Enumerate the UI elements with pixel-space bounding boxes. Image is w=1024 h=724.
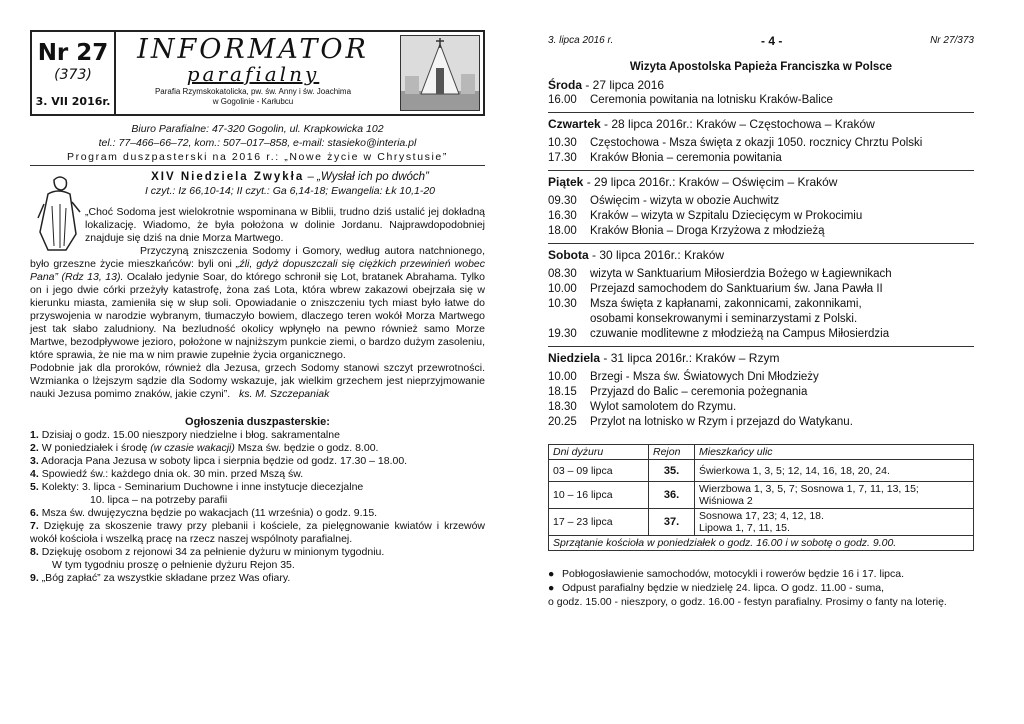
bottom-notices — [548, 567, 974, 609]
visit-title: Wizyta Apostolska Papieża Franciszka w Polsce — [629, 61, 893, 73]
duty-table — [548, 444, 974, 551]
sunday-name: XIV Niedziela Zwykła — [151, 171, 305, 183]
homily-p2 — [30, 245, 485, 362]
parish-name: Parafia Rzymskokatolicka, pw. św. Anny i św. Joachima — [154, 87, 352, 96]
announcement-item: 1. Dzisiaj o godz. 15.00 nieszpory niedzielne i błog. sakramentalne — [30, 429, 340, 441]
announcement-item: 3. Adoracja Pana Jezusa w soboty lipca i sierpnia będzie od godz. 17.30 – 18.00. — [30, 455, 408, 467]
announcement-item: 9. „Bóg zapłać” za wszystkie składane przez Was ofiary. — [30, 572, 291, 584]
table-note-row — [549, 536, 974, 551]
parish-location: w Gogolinie - Karłubcu — [212, 97, 294, 106]
church-image — [400, 35, 480, 111]
announcement-item: 5. Kolekty: 3. lipca - Seminarium Duchowne i inne instytucje diecezjalne — [30, 481, 364, 493]
table-row: 03 – 09 lipca 35. Świerkowa 1, 3, 5; 12, 14, 16, 18, 20, 24. — [549, 460, 974, 482]
pastoral-program: Program duszpasterski na 2016 r.: „Nowe życie w Chrystusie” — [30, 150, 485, 166]
header-issue: Nr 27/373 — [930, 35, 974, 46]
bullet-icon: ● — [548, 568, 555, 580]
schedule-row: 18.15 Przyjazd do Balic – ceremonia pożegnania — [548, 386, 808, 398]
office-address: Biuro Parafialne: 47-320 Gogolin, ul. Krapkowicka 102 — [131, 123, 384, 135]
schedule-row: 08.30 wizyta w Sanktuarium Miłosierdzia Bożego w Łagiewnikach — [548, 268, 892, 280]
title-informator: INFORMATOR — [137, 34, 369, 65]
day-saturday: Sobota - 30 lipca 2016r.: Kraków 08.30 wizyta w Sanktuarium Miłosierdzia Bożego w Łagiewnikach 10.00 Przejazd samochodem do Sanktuarium św. Jana Pawła II 10.30 Msza święta z kapłanami, zakonnicami, zakonnikami, osobami konsekrowanymi i seminarzystami z Polski. 19.30 czuwanie modlitewne z młodzieżą na Campus Miłosierdzia — [548, 244, 974, 347]
announcements-list — [30, 429, 485, 585]
schedule-row: 16.30 Kraków – wizyta w Szpitalu Dziecięcym w Prokocimiu — [548, 210, 863, 222]
announcement-item: 4. Spowiedź św.: każdego dnia ok. 30 min. przed Mszą św. — [30, 468, 304, 480]
schedule-row: 10.30 Częstochowa - Msza święta z okazji 1050. rocznicy Chrztu Polski — [548, 137, 923, 149]
right-page — [548, 34, 974, 609]
notice-item: ● Odpust parafialny będzie w niedzielę 24. lipca. O godz. 11.00 - suma, — [548, 582, 884, 594]
schedule-row: 17.30 Kraków Błonia – ceremonia powitania — [548, 152, 782, 164]
sunday-title — [95, 170, 485, 185]
homily-p3-text: Podobnie jak dla proroków, również dla Jezusa, grzech Sodomy stanowi szczyt przewrotności. Wzmianka o lżejszym sądzie dla Sodomy wskazuje, jak wielkim grzechem jest nieprzyjmowanie nauki Jezusa pomimo znaków, jakie czyni”. — [30, 362, 485, 400]
page-header — [548, 34, 974, 48]
left-page — [30, 30, 485, 585]
schedule-row: 16.00 Ceremonia powitania na lotnisku Kraków-Balice — [548, 94, 833, 106]
announcement-item: 2. W poniedziałek i środę (w czasie wakacji) Msza św. będzie o godz. 8.00. — [30, 442, 379, 454]
saint-illustration — [34, 174, 82, 252]
schedule-row: 19.30 czuwanie modlitewne z młodzieżą na Campus Miłosierdzia — [548, 328, 890, 340]
announcements-title: Ogłoszenia duszpasterskie: — [185, 416, 330, 428]
issue-number: Nr 27 — [37, 40, 109, 66]
masthead — [30, 30, 485, 116]
day-wednesday: Środa - 27 lipca 2016 16.00 Ceremonia powitania na lotnisku Kraków-Balice — [548, 74, 974, 113]
sunday-readings: I czyt.: Iz 66,10-14; II czyt.: Ga 6,14-18; Ewangelia: Łk 10,1-20 — [144, 185, 436, 197]
issue-date: 3. VII 2016r. — [35, 95, 111, 108]
homily-p2-start: Przyczyną zniszczenia Sodomy i Gomory, według autora natchnionego, było grzeszne życie mieszkańców: byli oni — [30, 245, 485, 270]
homily-p2-end: Ocalało jedynie Soar, do którego schronił się Lot, bratanek Abrahama. Tylko on i jego dwie córki przeżyły katastrofę, żona zaś Lota, która wbrew zakazowi obejrzała się w kierunku miasta, zamieniła się w słup soli. Opowiadanie o zniszczeniu tych miast było łatwe do przyswojenia w narodzie wybranym, tłumaczyło bowiem, dlaczego teren wokół Morza Martwego jest tak słabo zaludniony. Na bezludność okolicy wpłynęło na pewno również samo Morze Martwe, bezodpływowe jezioro, położone w najniższym punkcie ziemi, o bardzo dużym zasoleniu, które sprawia, że nie ma w nim prawie zupełnie życia organicznego. — [30, 271, 485, 361]
homily-p3 — [30, 362, 485, 401]
notice-item: ● Pobłogosławienie samochodów, motocykli i rowerów będzie 16 i 17. lipca. — [548, 568, 905, 580]
col-header-streets: Mieszkańcy ulic — [695, 445, 974, 460]
day-sunday: Niedziela - 31 lipca 2016r.: Kraków – Rzym 10.00 Brzegi - Msza św. Światowych Dni Młodzieży 18.15 Przyjazd do Balic – ceremonia pożegnania 18.30 Wylot samolotem do Rzymu. 20.25 Przylot na lotnisko w Rzym i przejazd do Watykanu. — [548, 347, 974, 434]
schedule-row: 18.30 Wylot samolotem do Rzymu. — [548, 401, 737, 413]
office-contact: tel.: 77–466–66–72, kom.: 507–017–858, e-mail: stasieko@interia.pl — [98, 137, 417, 149]
sunday-section — [30, 170, 485, 401]
parish-office — [30, 122, 485, 150]
announcement-item: 6. Msza św. dwujęzyczna będzie po wakacjach (11 września) o godz. 9.15. — [30, 507, 378, 519]
col-header-days: Dni dyżuru — [549, 445, 649, 460]
col-header-region: Rejon — [649, 445, 695, 460]
announcement-item: 7. Dziękuję za skoszenie trawy przy plebanii i kościele, za pielęgnowanie kwiatów i krzewów wokół kościoła i wszelką pracę na rzecz naszej wspólnoty parafialnej. — [30, 520, 485, 545]
issue-volume: (373) — [54, 67, 92, 83]
sunday-motto: – „Wysłał ich po dwóch” — [307, 171, 429, 183]
announcement-item: 8. Dziękuję osobom z rejonowi 34 za pełnienie dyżuru w minionym tygodniu. — [30, 546, 385, 558]
day-thursday: Czwartek - 28 lipca 2016r.: Kraków – Częstochowa – Kraków 10.30 Częstochowa - Msza święta z okazji 1050. rocznicy Chrztu Polski 17.30 Kraków Błonia – ceremonia powitania — [548, 113, 974, 171]
homily-p1: „Choć Sodoma jest wielokrotnie wspominana w Biblii, trudno dziś ustalić jej dokładną lokalizację. Wiadomo, że była położona w dolinie Jordanu. Najprawdopodobniej znajduje się dziś na dnie Morza Martwego. — [85, 206, 485, 244]
schedule-row: 10.30 Msza święta z kapłanami, zakonnicami, zakonnikami, — [548, 298, 862, 310]
schedule-row: 18.00 Kraków Błonia – Droga Krzyżowa z młodzieżą — [548, 225, 825, 237]
announcement-continuation: W tym tygodniu proszę o pełnienie dyżuru Rejon 35. — [52, 559, 295, 571]
schedule-row: 09.30 Oświęcim - wizyta w obozie Auchwitz — [548, 195, 780, 207]
bullet-icon: ● — [548, 582, 555, 594]
schedule-row: 10.00 Przejazd samochodem do Sanktuarium św. Jana Pawła II — [548, 283, 883, 295]
schedule-row: 10.00 Brzegi - Msza św. Światowych Dni Młodzieży — [548, 371, 819, 383]
homily-author: ks. M. Szczepaniak — [238, 388, 330, 400]
announcement-continuation: 10. lipca – na potrzeby parafii — [90, 494, 228, 506]
issue-box — [32, 32, 116, 114]
header-date: 3. lipca 2016 r. — [548, 35, 614, 46]
title-parafialny: parafialny — [186, 62, 320, 86]
page-number: - 4 - — [760, 34, 783, 48]
day-friday: Piątek - 29 lipca 2016r.: Kraków – Oświęcim – Kraków 09.30 Oświęcim - wizyta w obozie Auchwitz 16.30 Kraków – wizyta w Szpitalu Dziecięcym w Prokocimiu 18.00 Kraków Błonia – Droga Krzyżowa z młodzieżą — [548, 171, 974, 244]
homily-text — [30, 206, 485, 401]
notice-continuation: o godz. 15.00 - nieszpory, o godz. 16.00 - festyn parafialny. Prosimy o fanty na loterię. — [548, 596, 947, 608]
table-row: 17 – 23 lipca 37. Sosnowa 17, 23; 4, 12, 18. Lipowa 1, 7, 11, 15. — [549, 509, 974, 536]
table-row: 10 – 16 lipca 36. Wierzbowa 1, 3, 5, 7; Sosnowa 1, 7, 11, 13, 15; Wiśniowa 2 — [549, 482, 974, 509]
cleaning-note: Sprzątanie kościoła w poniedziałek o godz. 16.00 i w sobotę o godz. 9.00. — [549, 536, 974, 551]
schedule-row: 20.25 Przylot na lotnisko w Rzym i przejazd do Watykanu. — [548, 416, 853, 428]
schedule-row: osobami konsekrowanymi i seminarzystami z Polski. — [590, 313, 858, 325]
duty-header-row — [549, 445, 974, 460]
newsletter-title — [128, 36, 378, 107]
homily-quote: „źli, gdyż dopuszczali się ciężkich przewinień wobec Pana” (Rdz 13, 13). — [30, 258, 486, 283]
